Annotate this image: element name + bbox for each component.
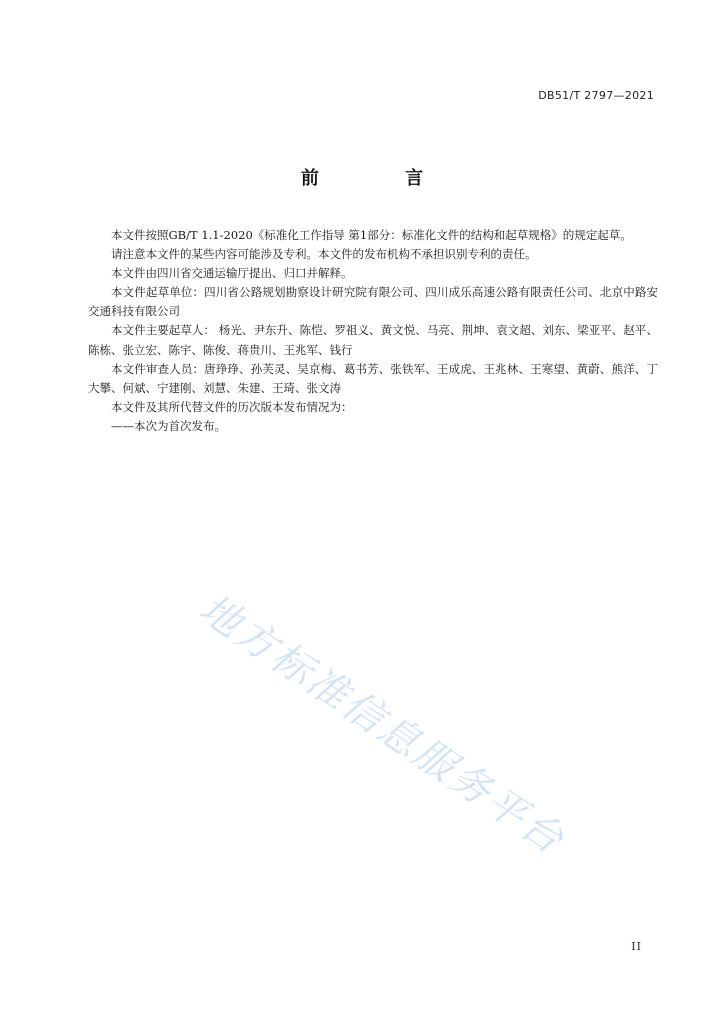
paragraph-first-release: ——本次为首次发布。: [111, 418, 226, 433]
page-title: 前 言: [300, 168, 464, 189]
paragraph-version-history: 本文件及其所代替文件的历次版本发布情况为：: [111, 399, 353, 414]
page-number: II: [631, 940, 642, 953]
foreword-body: [88, 226, 658, 436]
paragraph-reviewers: 本文件审查人员：唐琤琤、孙芙灵、吴京梅、葛书芳、张铁军、王成虎、王兆林、王寒望、黄蔚、熊洋、丁大攀、何斌、宁建刚、刘慧、朱建、王琦、张文涛: [88, 361, 658, 395]
paragraph-proposer: 本文件由四川省交通运输厅提出、归口并解释。: [111, 266, 353, 281]
watermark: 地方标准信息服务平台: [190, 585, 574, 865]
paragraph-patent-notice: 请注意本文件的某些内容可能涉及专利。本文件的发布机构不承担识别专利的责任。: [111, 247, 537, 262]
paragraph-drafting-units: 本文件起草单位：四川省公路规划勘察设计研究院有限公司、四川成乐高速公路有限责任公司、北京中路安交通科技有限公司: [88, 285, 658, 319]
paragraph-drafting-rules: 本文件按照GB/T 1.1-2020《标准化工作指导 第1部分：标准化文件的结构和起草规格》的规定起草。: [111, 228, 632, 242]
document-code: DB51/T 2797—2021: [538, 89, 654, 102]
paragraph-main-drafters: 本文件主要起草人： 杨光、尹东升、陈恺、罗祖义、黄文悦、马亮、荆坤、袁文超、刘东、梁亚平、赵平、陈栋、张立宏、陈宇、陈俊、蒋贵川、王兆军、钱行: [88, 323, 658, 357]
